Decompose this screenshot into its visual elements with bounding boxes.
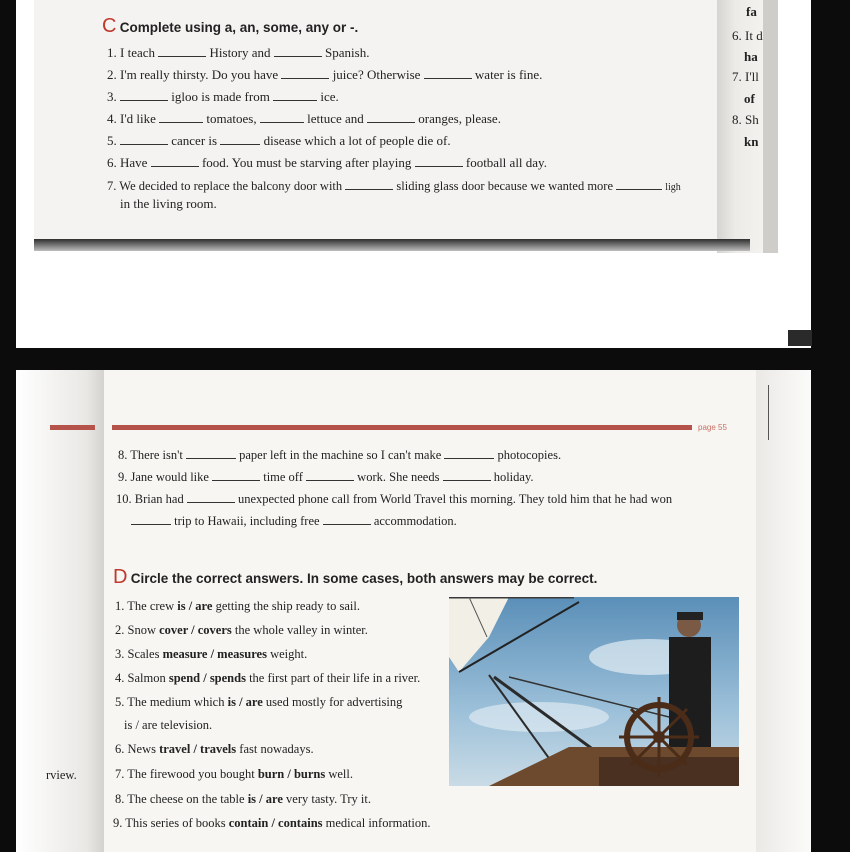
item-text: disease which a lot of people die of. [263,133,451,148]
exercise-c-instruction: Complete using a, an, some, any or -. [119,20,359,35]
item-text: 9. This series of books [113,816,229,830]
item-text: 3. [107,89,117,104]
edge-text: ha [744,49,758,64]
item-text: time off [263,470,303,484]
item-text: 2. Snow [115,623,160,637]
item-text: 9. Jane would like [118,470,209,484]
exercise-c-item-8 [118,447,561,463]
exercise-d-item-9 [113,815,430,831]
exercise-d-item-4 [115,670,420,686]
answer-blank[interactable] [274,45,322,57]
item-text: cancer is [171,133,218,148]
exercise-d-item-2 [115,622,368,638]
item-text: fast nowadays. [236,742,314,756]
exercise-d-item-8 [115,791,371,807]
answer-blank[interactable] [444,447,494,459]
exercise-d-heading [113,566,598,588]
exercise-c-item-6 [107,155,547,171]
answer-blank[interactable] [273,89,317,101]
item-text: water is fine. [474,67,543,82]
item-text: trip to Hawaii, including free [174,514,320,528]
exercise-c-item-7-continued: in the living room. [120,196,217,211]
item-text: Spanish. [325,45,370,60]
item-text: sliding glass door because we wanted more [396,179,613,193]
item-text: oranges, please. [418,111,501,126]
answer-blank[interactable] [616,178,662,190]
answer-blank[interactable] [187,491,235,503]
answer-blank[interactable] [323,513,371,525]
answer-choice[interactable]: spend / spends [168,671,246,685]
item-text: 10. Brian had [116,492,184,506]
dark-strip [788,330,812,346]
item-text: photocopies. [497,448,562,462]
item-text: 4. I'd like [107,111,156,126]
edge-text: 8. Sh [732,112,759,127]
item-text: well. [325,767,353,781]
edge-text: 7. I'll [732,69,759,84]
item-text: unexpected phone call from World Travel this morning. They told him that he had won [237,492,673,506]
edge-text: fa [746,4,757,19]
sailing-ship-photo [449,597,739,786]
answer-choice[interactable]: is / are [247,792,283,806]
item-text: paper left in the machine so I can't make [239,448,442,462]
page-edge-mark [768,385,769,440]
item-text: the whole valley in winter. [231,623,368,637]
item-text: ligh [665,182,681,193]
item-text: igloo is made from [171,89,270,104]
item-text: accommodation. [373,514,457,528]
answer-blank[interactable] [151,155,199,167]
answer-choice[interactable]: is / are [124,718,158,732]
item-text: work. She needs [357,470,440,484]
answer-blank[interactable] [212,469,260,481]
item-text: 8. The cheese on the table [115,792,248,806]
item-text: 6. Have [107,155,148,170]
edge-text: kn [744,134,759,149]
exercise-c-item-10 [116,491,672,507]
edge-text: 6. It d [732,28,763,43]
item-text: 6. News [115,742,160,756]
item-text: 4. Salmon [115,671,169,685]
item-text: tomatoes, [206,111,257,126]
item-text: football all day. [465,155,547,170]
answer-choice[interactable]: contain / contains [228,816,323,830]
answer-choice[interactable]: burn / burns [257,767,326,781]
item-text: medical information. [322,816,431,830]
exercise-d-item-1 [115,598,360,614]
answer-blank[interactable] [260,111,304,123]
item-text: television. [157,718,213,732]
exercise-d-item-3 [115,646,307,662]
header-rule-left [50,425,95,430]
item-text: food. You must be starving after playing [201,155,412,170]
answer-blank[interactable] [424,67,472,79]
item-text: used mostly for advertising [262,695,403,709]
exercise-c-item-4 [107,111,501,127]
item-text: lettuce and [307,111,364,126]
answer-blank[interactable] [415,155,463,167]
item-text: juice? Otherwise [332,67,421,82]
edge-text: of [744,91,755,106]
answer-blank[interactable] [306,469,354,481]
answer-blank[interactable] [281,67,329,79]
exercise-c-item-5 [107,133,451,149]
answer-choice[interactable]: measure / measures [162,647,267,661]
exercise-letter-d: D [113,566,128,588]
item-text: 5. [107,133,117,148]
exercise-c-item-9 [118,469,534,485]
answer-blank[interactable] [120,133,168,145]
item-text: 1. The crew [115,599,178,613]
answer-blank[interactable] [367,111,415,123]
answer-blank[interactable] [159,111,203,123]
exercise-letter-c: C [102,15,117,37]
margin-text: rview. [46,768,77,782]
answer-choice[interactable]: is / are [227,695,263,709]
exercise-d-instruction: Circle the correct answers. In some cases, both answers may be correct. [130,571,598,586]
answer-blank[interactable] [120,89,168,101]
item-text: History and [209,45,271,60]
top-page-bottom-edge [34,239,750,251]
header-rule [112,425,692,430]
exercise-c-item-1 [107,45,369,61]
item-text: weight. [266,647,308,661]
exercise-c-heading [102,15,359,37]
item-text: 7. The firewood you bought [115,767,258,781]
exercise-c-item-7 [107,178,681,196]
answer-choice[interactable]: travel / travels [159,742,237,756]
item-text: the first part of their life in a river. [245,671,421,685]
answer-blank[interactable] [158,45,206,57]
item-text: very tasty. Try it. [282,792,371,806]
exercise-c-item-3 [107,89,339,105]
answer-blank[interactable] [443,469,491,481]
item-text: 5. The medium which [115,695,228,709]
exercise-d-item-5-continued [124,717,212,733]
item-text: 2. I'm really thirsty. Do you have [107,67,279,82]
item-text: ice. [320,89,339,104]
item-text: holiday. [493,470,534,484]
item-text: getting the ship ready to sail. [212,599,360,613]
answer-choice[interactable]: is / are [177,599,213,613]
answer-blank[interactable] [345,178,393,190]
exercise-d-item-5 [115,694,402,710]
ship-wheel-illustration [449,597,739,786]
exercise-d-item-6 [115,741,314,757]
bottom-page-right-edge [756,370,811,852]
item-text: 1. I teach [107,45,156,60]
exercise-c-item-10-continued [131,513,457,529]
page-number: page 55 [698,423,727,432]
answer-blank[interactable] [186,447,236,459]
answer-choice[interactable]: cover / covers [159,623,232,637]
exercise-d-item-7 [115,766,353,782]
exercise-c-item-2 [107,67,542,83]
item-text: 7. We decided to replace the balcony door with [107,179,343,193]
item-text: 3. Scales [115,647,163,661]
item-text: 8. There isn't [118,448,183,462]
answer-blank[interactable] [220,133,260,145]
answer-blank[interactable] [131,513,171,525]
